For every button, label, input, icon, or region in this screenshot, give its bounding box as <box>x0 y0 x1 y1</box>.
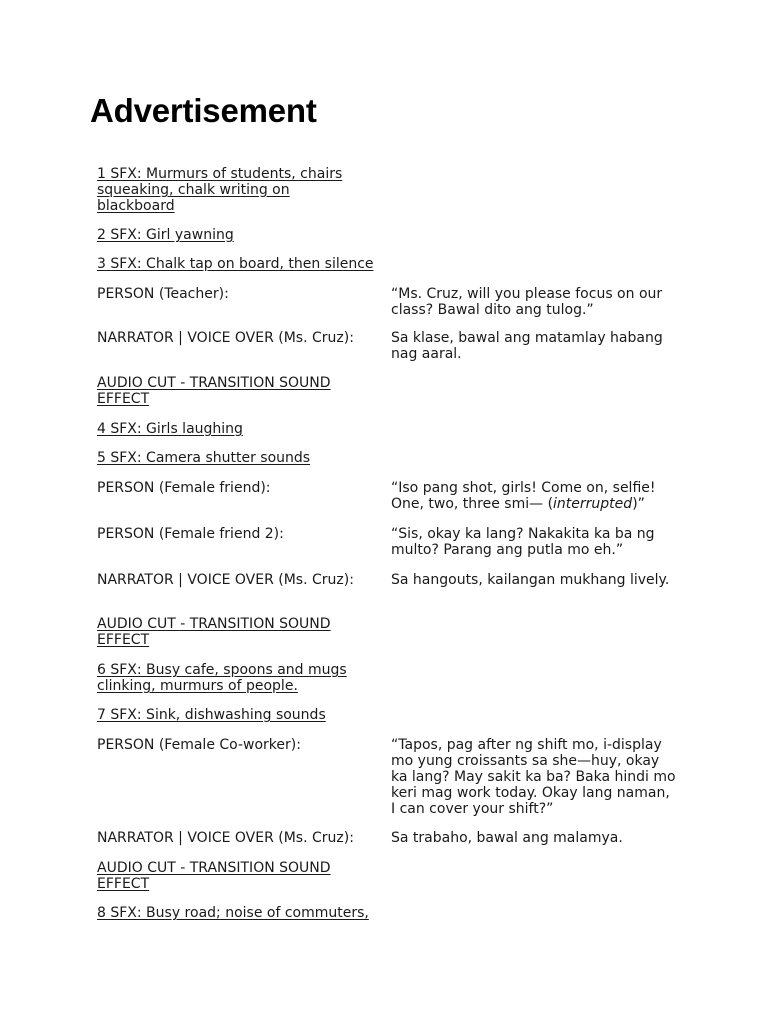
speaker-female-friend: PERSON (Female friend): <box>97 480 271 496</box>
dialogue-female-friend-2: “Sis, okay ka lang? Nakakita ka ba ng multo? Parang ang putla mo eh.” <box>391 526 655 558</box>
page-title: Advertisement <box>90 92 317 129</box>
sfx-cue-5: 5 SFX: Camera shutter sounds <box>97 450 311 466</box>
speaker-narrator-3: NARRATOR | VOICE OVER (Ms. Cruz): <box>97 830 354 846</box>
speaker-teacher: PERSON (Teacher): <box>97 286 229 302</box>
narration-1: Sa klase, bawal ang matamlay habang nag aaral. <box>391 330 663 362</box>
narration-3: Sa trabaho, bawal ang malamya. <box>391 830 623 846</box>
audio-cut-3: AUDIO CUT - TRANSITION SOUND EFFECT <box>97 860 331 892</box>
narration-2: Sa hangouts, kailangan mukhang lively. <box>391 572 670 588</box>
speaker-female-friend-2: PERSON (Female friend 2): <box>97 526 284 542</box>
sfx-cue-7: 7 SFX: Sink, dishwashing sounds <box>97 707 326 723</box>
dialogue-female-friend: “Iso pang shot, girls! Come on, selfie! One, two, three smi— (interrupted)” <box>391 480 656 512</box>
speaker-female-coworker: PERSON (Female Co-worker): <box>97 737 301 753</box>
dialogue-female-coworker: “Tapos, pag after ng shift mo, i-display mo yung croissants sa she—huy, okay ka lang? May sakit ka ba? Baka hindi mo keri mag work today. Okay lang naman, I can cover your shift?” <box>391 737 676 817</box>
audio-cut-2: AUDIO CUT - TRANSITION SOUND EFFECT <box>97 616 331 648</box>
speaker-narrator-2: NARRATOR | VOICE OVER (Ms. Cruz): <box>97 572 354 588</box>
sfx-cue-1: 1 SFX: Murmurs of students, chairs squeaking, chalk writing on blackboard <box>97 166 343 214</box>
sfx-cue-3: 3 SFX: Chalk tap on board, then silence <box>97 256 374 272</box>
stage-direction: interrupted <box>553 496 633 512</box>
sfx-cue-8: 8 SFX: Busy road; noise of commuters, <box>97 905 369 921</box>
speaker-narrator-1: NARRATOR | VOICE OVER (Ms. Cruz): <box>97 330 354 346</box>
sfx-cue-6: 6 SFX: Busy cafe, spoons and mugs clinking, murmurs of people. <box>97 662 347 694</box>
dialogue-teacher: “Ms. Cruz, will you please focus on our class? Bawal dito ang tulog.” <box>391 286 663 318</box>
sfx-cue-2: 2 SFX: Girl yawning <box>97 227 234 243</box>
audio-cut-1: AUDIO CUT - TRANSITION SOUND EFFECT <box>97 375 331 407</box>
sfx-cue-4: 4 SFX: Girls laughing <box>97 421 243 437</box>
